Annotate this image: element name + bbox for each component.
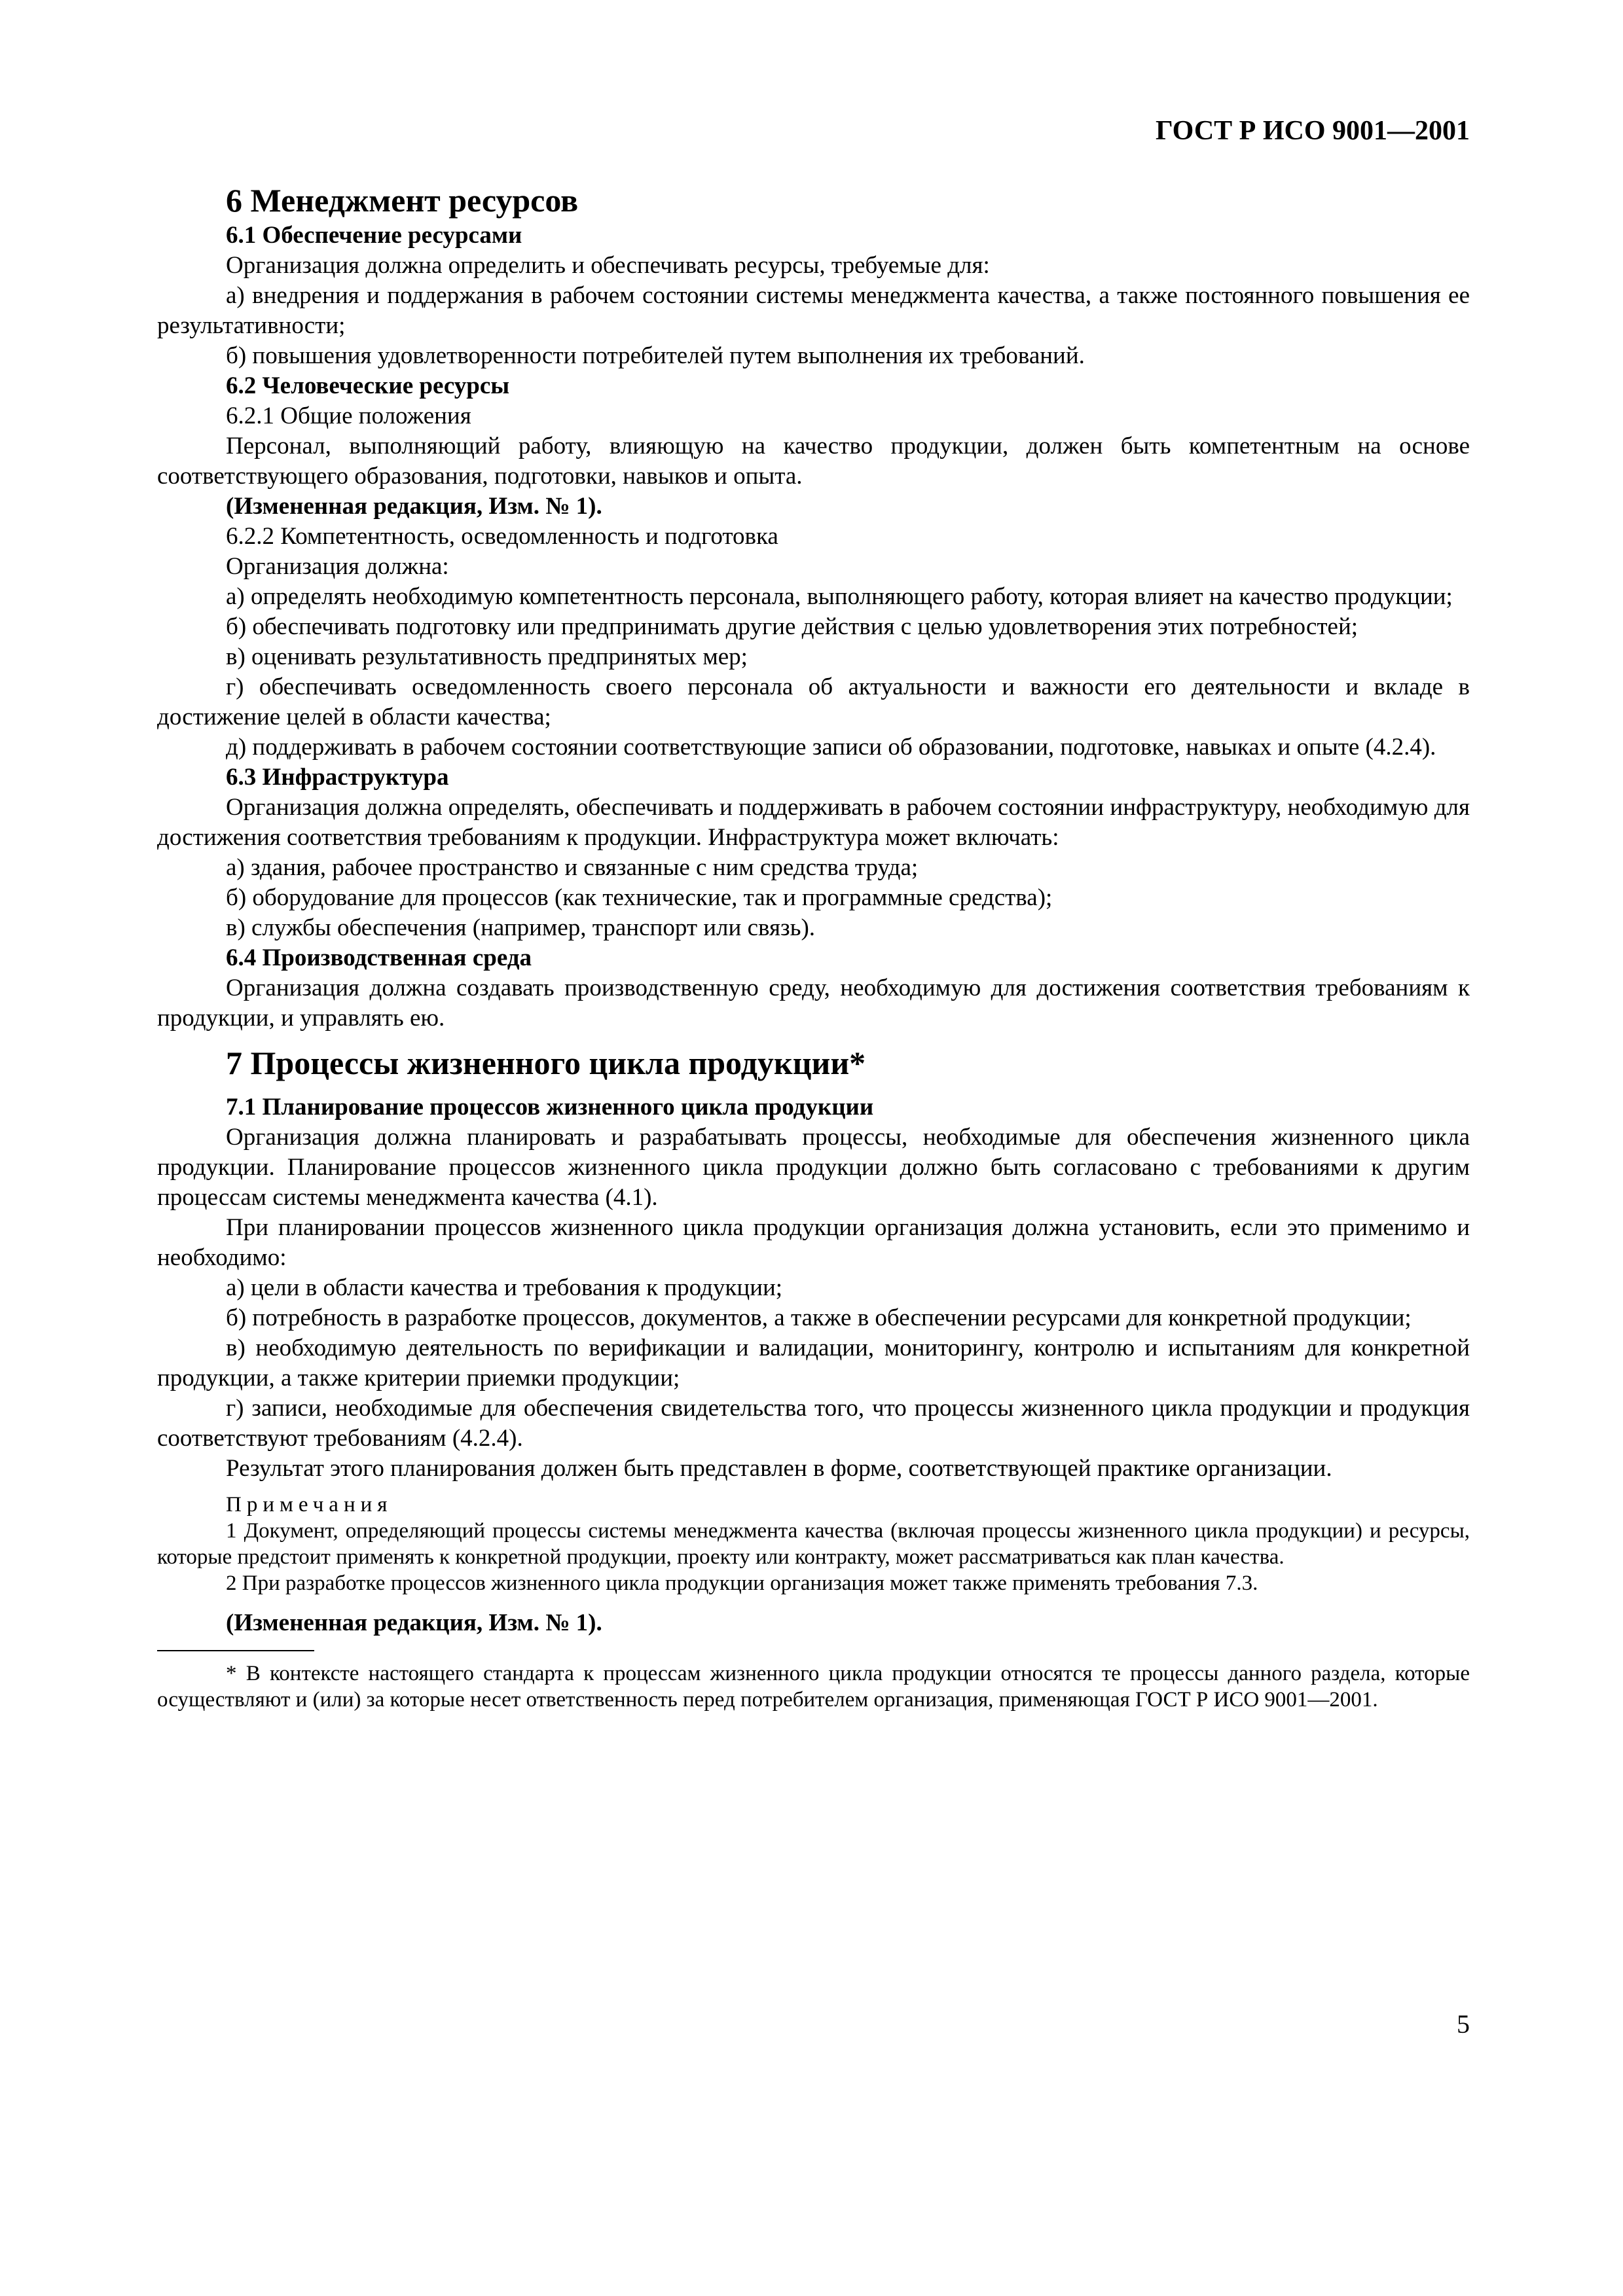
paragraph: Организация должна: <box>226 553 449 580</box>
list-item: в) службы обеспечения (например, транспорт или связь). <box>226 914 816 941</box>
list-item: б) повышения удовлетворенности потребителей путем выполнения их требований. <box>226 342 1085 369</box>
footnote: * В контексте настоящего стандарта к процессам жизненного цикла продукции относятся те процессы данного раздела, которые осуществляют и (или) за которые несет ответственность перед потребителем организация, применяющая ГОСТ Р ИСО 9001—2001. <box>157 1662 1470 1712</box>
change-note: (Измененная редакция, Изм. № 1). <box>226 1609 602 1636</box>
paragraph: Организация должна определять, обеспечивать и поддерживать в рабочем состоянии инфраструктуру, необходимую для достижения соответствия требованиям к продукции. Инфраструктура может включать: <box>157 794 1470 851</box>
section-6-3 <box>157 762 1470 943</box>
note-item: 1 Документ, определяющий процессы системы менеджмента качества (включая процессы жизненного цикла продукции) и ресурсы, которые предстоит применять к конкретной продукции, проекту или контракту, может рассматриваться как план качества. <box>157 1519 1470 1569</box>
section-6-1 <box>157 221 1470 371</box>
list-item: б) потребность в разработке процессов, документов, а также в обеспечении ресурсами для конкретной продукции; <box>226 1304 1412 1331</box>
paragraph: Персонал, выполняющий работу, влияющую на качество продукции, должен быть компетентным на основе соответствующего образования, подготовки, навыков и опыта. <box>157 433 1470 490</box>
section-6-2 <box>157 371 1470 762</box>
list-item: а) цели в области качества и требования к продукции; <box>226 1274 783 1301</box>
notes <box>157 1492 1470 1596</box>
subsection-title: 6.2.1 Общие положения <box>226 403 471 429</box>
note-item: 2 При разработке процессов жизненного цикла продукции организация может также применять требования 7.3. <box>226 1571 1258 1595</box>
paragraph: Организация должна определить и обеспечивать ресурсы, требуемые для: <box>226 252 990 279</box>
section-7-title: 7 Процессы жизненного цикла продукции* <box>226 1045 866 1081</box>
list-item: в) оценивать результативность предпринятых мер; <box>226 643 748 670</box>
section-7-1 <box>157 1092 1470 1638</box>
change-note: (Измененная редакция, Изм. № 1). <box>226 493 602 520</box>
section-6-4 <box>157 943 1470 1033</box>
list-item: в) необходимую деятельность по верификации и валидации, мониторингу, контролю и испытаниям для конкретной продукции, а также критерии приемки продукции; <box>157 1335 1470 1391</box>
section-7-1-title: 7.1 Планирование процессов жизненного цикла продукции <box>226 1094 874 1121</box>
section-6-2-title: 6.2 Человеческие ресурсы <box>226 372 510 399</box>
list-item: а) определять необходимую компетентность персонала, выполняющего работу, которая влияет на качество продукции; <box>226 583 1453 610</box>
footnote-divider <box>157 1650 314 1651</box>
subsection-title: 6.2.2 Компетентность, осведомленность и подготовка <box>226 523 778 550</box>
list-item: б) оборудование для процессов (как технические, так и программные средства); <box>226 884 1053 911</box>
list-item: б) обеспечивать подготовку или предпринимать другие действия с целью удовлетворения этих потребностей; <box>226 613 1359 640</box>
section-6-3-title: 6.3 Инфраструктура <box>226 764 449 791</box>
paragraph: При планировании процессов жизненного цикла продукции организация должна установить, если это применимо и необходимо: <box>157 1214 1470 1271</box>
list-item: г) обеспечивать осведомленность своего персонала об актуальности и важности его деятельности и вкладе в достижение целей в области качества; <box>157 673 1470 730</box>
list-item: а) внедрения и поддержания в рабочем состоянии системы менеджмента качества, а также постоянного повышения ее результативности; <box>157 282 1470 339</box>
paragraph: Организация должна создавать производственную среду, необходимую для достижения соответствия требованиям к продукции, и управлять ею. <box>157 975 1470 1031</box>
notes-title: Примечания <box>226 1493 393 1516</box>
page-number: 5 <box>1457 2009 1470 2039</box>
list-item: д) поддерживать в рабочем состоянии соответствующие записи об образовании, подготовке, навыках и опыте (4.2.4). <box>226 734 1436 761</box>
section-6-4-title: 6.4 Производственная среда <box>226 944 532 971</box>
document-header: ГОСТ Р ИСО 9001—2001 <box>1155 116 1470 146</box>
list-item: г) записи, необходимые для обеспечения свидетельства того, что процессы жизненного цикла продукции и продукция соответствуют требованиям (4.2.4). <box>157 1395 1470 1452</box>
list-item: а) здания, рабочее пространство и связанные с ним средства труда; <box>226 854 919 881</box>
section-6-title: 6 Менеджмент ресурсов <box>226 182 579 219</box>
section-6-1-title: 6.1 Обеспечение ресурсами <box>226 222 522 249</box>
document-page <box>157 0 1470 2039</box>
paragraph: Результат этого планирования должен быть представлен в форме, соответствующей практике организации. <box>226 1455 1332 1482</box>
paragraph: Организация должна планировать и разрабатывать процессы, необходимые для обеспечения жизненного цикла продукции. Планирование процессов жизненного цикла продукции должно быть согласовано с требованиями к другим процессам системы менеджмента качества (4.1). <box>157 1124 1470 1211</box>
